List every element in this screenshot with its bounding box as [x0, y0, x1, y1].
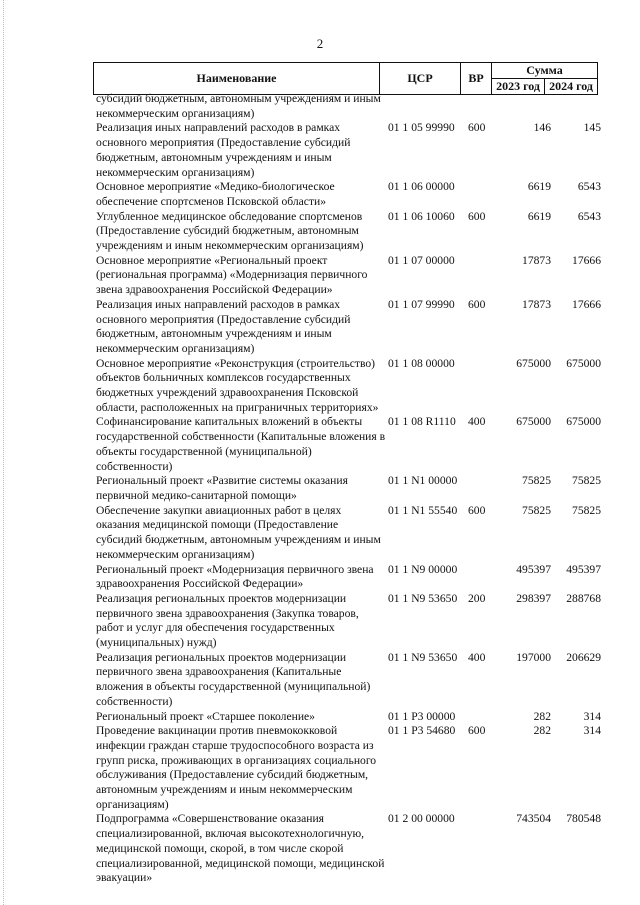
table-row: [96, 724, 612, 812]
row-sum-2023: 75825: [522, 503, 551, 517]
table-row: [96, 563, 612, 592]
row-sum-2024: 780548: [566, 812, 601, 826]
row-sum-2023: 6619: [527, 180, 551, 194]
row-sum-2024: 6543: [577, 180, 601, 194]
row-sum-2024: 288768: [566, 591, 601, 605]
row-name: Углубленное медицинское обследование спортсменов (Предоставление субсидий бюджетным, автономным учреждениям и иным некоммерческим организациям): [96, 209, 364, 253]
row-csr: 01 1 08 00000: [388, 356, 455, 370]
row-sum-2024: 314: [583, 709, 601, 723]
row-name: Реализация иных направлений расходов в рамках основного мероприятия (Предоставление субсидий бюджетным, автономным учреждениям и иным некоммерческим организациям): [96, 121, 351, 179]
row-csr: 01 1 N9 00000: [388, 562, 458, 576]
page-number: 2: [316, 36, 324, 51]
row-name: Региональный проект «Старшее поколение»: [96, 709, 315, 723]
row-sum-2024: 75825: [572, 474, 601, 488]
table-row: [96, 121, 612, 180]
row-sum-2023: 146: [533, 121, 551, 135]
table-row: [96, 92, 612, 121]
row-sum-2023: 282: [533, 709, 551, 723]
table-header: [93, 62, 598, 95]
row-vr: 600: [468, 121, 486, 135]
row-csr: 01 1 06 10060: [388, 209, 455, 223]
row-sum-2023: 282: [533, 724, 551, 738]
row-sum-2024: 17666: [572, 253, 601, 267]
row-csr: 01 1 08 R1110: [388, 415, 456, 429]
row-vr: 600: [468, 724, 486, 738]
row-vr: 600: [468, 209, 486, 223]
row-csr: 01 1 N9 53650: [388, 591, 458, 605]
row-name: Софинансирование капитальных вложений в объекты государственной собственности (Капитальные вложения в объекты государственной (муниципальной) собственности): [96, 415, 386, 473]
row-name: Реализация региональных проектов модернизации первичного звена здравоохранения (Капитальные вложения в объекты государственной (муниципальной) собственности): [96, 650, 371, 708]
row-csr: 01 1 N1 00000: [388, 474, 458, 488]
row-name: Реализация региональных проектов модернизации первичного звена здравоохранения (Закупка товаров, работ и услуг для обеспечения государственных (муниципальных) нужд): [96, 591, 359, 650]
row-sum-2023: 298397: [516, 591, 551, 605]
table-row: [96, 474, 612, 503]
table-row: [96, 254, 612, 298]
table-row: [96, 210, 612, 254]
scan-edge-dots: [3, 0, 5, 905]
table-row: [96, 180, 612, 209]
row-sum-2024: 314: [583, 724, 601, 738]
header-vr: ВР: [461, 63, 492, 95]
row-sum-2023: 197000: [516, 650, 551, 664]
header-sum: Сумма: [492, 63, 598, 79]
row-vr: 600: [468, 297, 486, 311]
table-row: [96, 357, 612, 416]
row-vr: 600: [468, 503, 486, 517]
table-row: [96, 592, 612, 651]
row-name: Региональный проект «Развитие системы оказания первичной медико-санитарной помощи»: [96, 474, 348, 502]
row-name: субсидий бюджетным, автономным учреждениям и иным некоммерческим организациям): [96, 92, 381, 120]
row-sum-2024: 206629: [566, 650, 601, 664]
table-row: [96, 504, 612, 563]
header-year-2023: 2023 год: [492, 79, 545, 95]
row-sum-2024: 6543: [577, 209, 601, 223]
row-csr: 01 1 P3 00000: [388, 709, 456, 723]
row-csr: 01 1 P3 54680: [388, 724, 456, 738]
row-csr: 01 1 05 99990: [388, 121, 455, 135]
row-name: Основное мероприятие «Региональный проект (региональная программа) «Модернизация первичного звена здравоохранения Российской Федерации»: [96, 253, 368, 297]
row-csr: 01 1 N1 55540: [388, 503, 458, 517]
table-row: [96, 298, 612, 357]
row-sum-2023: 75825: [522, 474, 551, 488]
row-sum-2023: 17873: [522, 297, 551, 311]
row-sum-2023: 495397: [516, 562, 551, 576]
row-sum-2023: 17873: [522, 253, 551, 267]
table-row: [96, 710, 612, 725]
row-sum-2024: 495397: [566, 562, 601, 576]
row-sum-2024: 17666: [572, 297, 601, 311]
row-vr: 400: [468, 650, 486, 664]
row-vr: 400: [468, 415, 486, 429]
row-sum-2024: 675000: [566, 356, 601, 370]
row-sum-2024: 75825: [572, 503, 601, 517]
row-sum-2024: 145: [583, 121, 601, 135]
row-name: Проведение вакцинации против пневмококковой инфекции граждан старше трудоспособного возраста из групп риска, проживающих в организациях социального обслуживания (Предоставление субсидий бюджетным, автономным учреждениям и иным некоммерческим организациям): [96, 724, 377, 811]
row-csr: 01 1 07 99990: [388, 297, 455, 311]
table-body: [96, 92, 612, 886]
table-row: [96, 415, 612, 474]
table-row: [96, 651, 612, 710]
row-sum-2024: 675000: [566, 415, 601, 429]
table-row: [96, 812, 612, 886]
row-name: Основное мероприятие «Медико-биологическое обеспечение спортсменов Псковской области»: [96, 180, 335, 208]
row-sum-2023: 743504: [516, 812, 551, 826]
row-csr: 01 1 N9 53650: [388, 650, 458, 664]
row-csr: 01 1 07 00000: [388, 253, 455, 267]
row-name: Обеспечение закупки авиационных работ в целях оказания медицинской помощи (Предоставление субсидий бюджетным, автономным учреждениям и иным некоммерческим организациям): [96, 503, 381, 561]
header-csr: ЦСР: [380, 63, 461, 95]
row-csr: 01 2 00 00000: [388, 812, 455, 826]
row-csr: 01 1 06 00000: [388, 180, 455, 194]
row-name: Реализация иных направлений расходов в рамках основного мероприятия (Предоставление субсидий бюджетным, автономным учреждениям и иным некоммерческим организациям): [96, 297, 351, 355]
header-year-2024: 2024 год: [545, 79, 598, 95]
row-sum-2023: 675000: [516, 415, 551, 429]
row-vr: 200: [468, 591, 486, 605]
row-sum-2023: 6619: [527, 209, 551, 223]
row-name: Основное мероприятие «Реконструкция (строительство) объектов больничных комплексов государственных бюджетных учреждений здравоохранения Псковской области, расположенных на приграничных территориях»: [96, 356, 379, 414]
row-name: Подпрограмма «Совершенствование оказания специализированной, включая высокотехнологичную, медицинской помощи, скорой, в том числе скорой специализированной, медицинской помощи, медицинской эвакуации»: [96, 812, 385, 885]
row-name: Региональный проект «Модернизация первичного звена здравоохранения Российской Федерации»: [96, 562, 374, 591]
header-name: Наименование: [94, 63, 380, 95]
row-sum-2023: 675000: [516, 356, 551, 370]
